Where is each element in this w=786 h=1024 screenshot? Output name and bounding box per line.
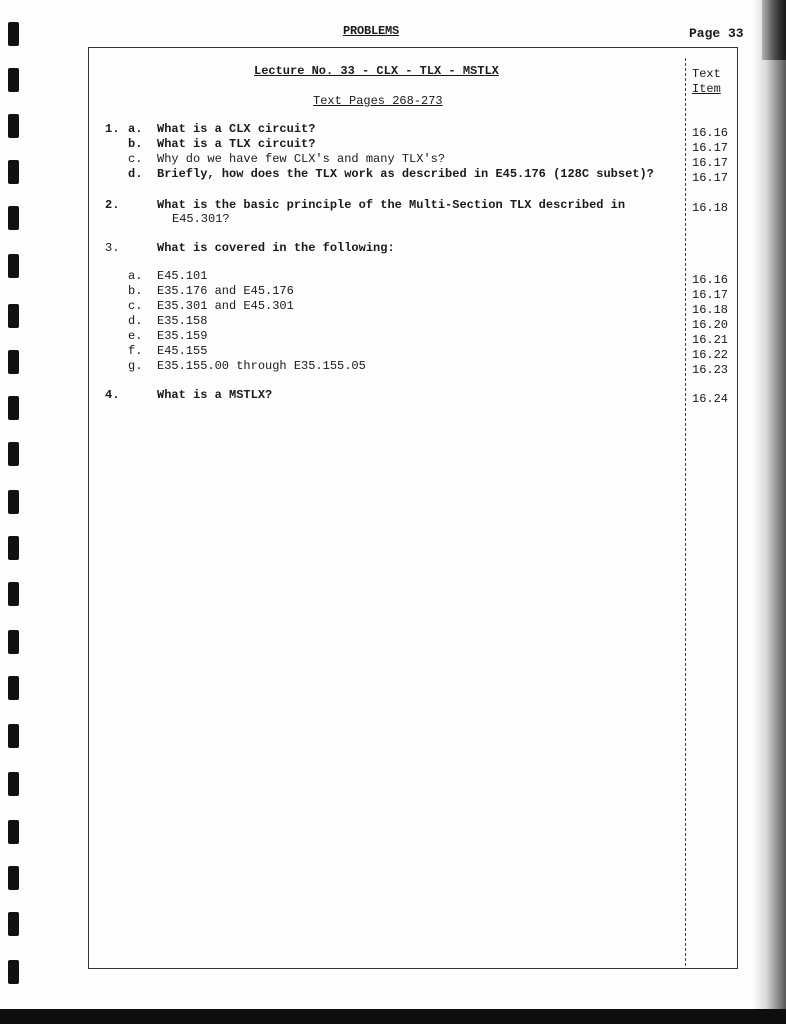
binder-hole <box>8 582 19 606</box>
text-item-ref: 16.24 <box>692 392 729 406</box>
content-frame <box>88 47 738 969</box>
binder-hole <box>8 160 19 184</box>
text-item-ref: 16.17 <box>692 171 729 185</box>
text-item-ref: 16.23 <box>692 363 729 377</box>
text-item-ref: 16.18 <box>692 303 729 317</box>
text-item-ref: 16.21 <box>692 333 729 347</box>
sub-item-letter: c. <box>128 299 143 313</box>
binder-hole <box>8 114 19 138</box>
column-header-item: Item <box>692 82 721 96</box>
problem-text: What is a CLX circuit? <box>157 122 316 136</box>
page-header-title: PROBLEMS <box>343 24 400 38</box>
page-number: Page 33 <box>689 26 744 41</box>
page-edge-shadow-top <box>762 0 786 60</box>
problem-letter: d. <box>128 167 143 181</box>
column-divider <box>685 58 686 966</box>
binder-hole <box>8 676 19 700</box>
problem-letter: a. <box>128 122 143 136</box>
binder-hole <box>8 490 19 514</box>
problem-letter: b. <box>128 137 143 151</box>
binder-hole <box>8 254 19 278</box>
problem-text-continued: E45.301? <box>172 212 230 226</box>
binder-hole <box>8 866 19 890</box>
problem-text: Briefly, how does the TLX work as described in E45.176 (128C subset)? <box>157 167 654 181</box>
sub-item-letter: b. <box>128 284 143 298</box>
sub-item-letter: g. <box>128 359 143 373</box>
sub-item-text: E45.155 <box>157 344 208 358</box>
text-pages: Text Pages 268-273 <box>313 94 443 108</box>
sub-item-text: E35.301 and E45.301 <box>157 299 294 313</box>
sub-item-text: E45.101 <box>157 269 208 283</box>
sub-item-text: E35.155.00 through E35.155.05 <box>157 359 366 373</box>
problem-text: What is covered in the following: <box>157 241 395 255</box>
binder-hole <box>8 350 19 374</box>
problem-number: 2. <box>105 198 120 212</box>
page-edge-shadow <box>752 0 786 1009</box>
sub-item-text: E35.159 <box>157 329 208 343</box>
binder-hole <box>8 304 19 328</box>
problem-text: Why do we have few CLX's and many TLX's? <box>157 152 446 166</box>
lecture-title: Lecture No. 33 - CLX - TLX - MSTLX <box>254 64 499 78</box>
binder-hole <box>8 724 19 748</box>
problem-text: What is the basic principle of the Multi-Section TLX described in <box>157 198 626 212</box>
text-item-ref: 16.17 <box>692 156 729 170</box>
sub-item-text: E35.158 <box>157 314 208 328</box>
problem-number: 4. <box>105 388 120 402</box>
binder-hole <box>8 960 19 984</box>
binder-hole <box>8 820 19 844</box>
text-item-ref: 16.16 <box>692 126 729 140</box>
problem-text: What is a TLX circuit? <box>157 137 316 151</box>
binder-hole <box>8 396 19 420</box>
text-item-ref: 16.17 <box>692 288 729 302</box>
binder-hole <box>8 206 19 230</box>
text-item-ref: 16.16 <box>692 273 729 287</box>
text-item-ref: 16.22 <box>692 348 729 362</box>
binder-hole <box>8 442 19 466</box>
problem-text: What is a MSTLX? <box>157 388 273 402</box>
binder-hole <box>8 22 19 46</box>
problem-letter: c. <box>128 152 143 166</box>
text-item-ref: 16.20 <box>692 318 729 332</box>
binder-hole <box>8 536 19 560</box>
sub-item-letter: f. <box>128 344 143 358</box>
binder-hole <box>8 68 19 92</box>
binder-hole <box>8 630 19 654</box>
problem-number: 3. <box>105 241 120 255</box>
sub-item-letter: d. <box>128 314 143 328</box>
binder-hole <box>8 912 19 936</box>
scan-bottom-edge <box>0 1009 786 1024</box>
column-header-text: Text <box>692 67 721 81</box>
sub-item-letter: e. <box>128 329 143 343</box>
sub-item-text: E35.176 and E45.176 <box>157 284 294 298</box>
problem-number: 1. <box>105 122 120 136</box>
text-item-ref: 16.18 <box>692 201 729 215</box>
sub-item-letter: a. <box>128 269 143 283</box>
text-item-ref: 16.17 <box>692 141 729 155</box>
binder-hole <box>8 772 19 796</box>
